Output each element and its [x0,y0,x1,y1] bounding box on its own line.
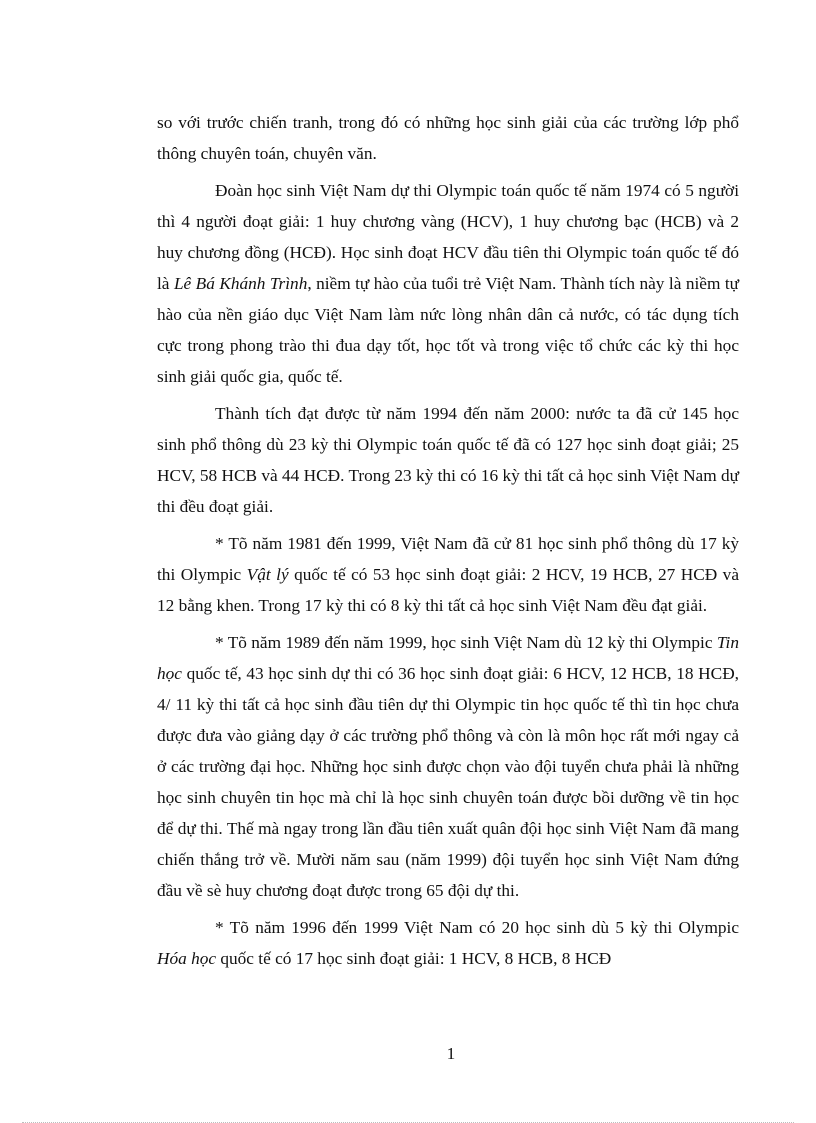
paragraph-text: quốc tế có 17 học sinh đoạt giải: 1 HCV, 8 HCB, 8 HCĐ [216,949,612,968]
emphasized-subject: Tin học [157,633,739,683]
emphasized-subject: Vật lý [246,565,289,584]
paragraph-text: * Tõ năm 1996 đến 1999 Việt Nam có 20 học sinh dù 5 kỳ thi Olympic [215,918,739,937]
paragraph-continuation [157,107,739,169]
paragraph-math-olympiad-1974 [157,175,739,392]
paragraph-text: quốc tế có 53 học sinh đoạt giải: 2 HCV, 19 HCB, 27 HCĐ và 12 bằng khen. Trong 17 kỳ thi có 8 kỳ thi tất cả học sinh Việt Nam đều đạt giải. [157,565,739,615]
paragraph-physics-olympiad [157,528,739,621]
paragraph-text: quốc tế, 43 học sinh dự thi có 36 học sinh đoạt giải: 6 HCV, 12 HCB, 18 HCĐ, 4/ 11 kỳ thi tất cả học sinh đầu tiên dự thi Olympic tin học quốc tế thì tin học chưa được đưa vào giảng dạy ở các trường phổ thông và còn là môn học rất mới ngay cả ở các trường đại học. Những học sinh được chọn vào đội tuyển chưa phải là những học sinh chuyên tin học mà chỉ là học sinh chuyên toán được bồi dưỡng về tin học để dự thi. Thế mà ngay trong lần đầu tiên xuất quân đội học sinh Việt Nam đã mang chiến thắng trở về. Mười năm sau (năm 1999) đội tuyển học sinh Việt Nam đứng đầu về sè huy chương đoạt được trong 65 đội dự thi. [157,664,739,900]
paragraph-achievements-1994-2000 [157,398,739,522]
emphasized-subject: Hóa học [157,949,217,968]
page-number: 1 [446,1044,456,1063]
paragraph-text: so với trước chiến tranh, trong đó có những học sinh giải của các trường lớp phổ thông chuyên toán, chuyên văn. [157,113,739,163]
paragraph-informatics-olympiad [157,627,739,906]
emphasized-name: Lê Bá Khánh Trình [173,274,308,293]
paragraph-text: * Tõ năm 1981 đến 1999, Việt Nam đã cử 81 học sinh phổ thông dù 17 kỳ thi Olympic [157,534,739,584]
paragraph-chemistry-olympiad [157,912,739,974]
page-body [157,107,739,980]
paragraph-text: Thành tích đạt được từ năm 1994 đến năm 2000: nước ta đã cử 145 học sinh phổ thông dù 23 kỳ thi Olympic toán quốc tế đã có 127 học sinh đoạt giải; 25 HCV, 58 HCB và 44 HCĐ. Trong 23 kỳ thi có 16 kỳ thi tất cả học sinh Việt Nam dự thi đều đoạt giải. [157,404,739,516]
paragraph-text: * Tõ năm 1989 đến năm 1999, học sinh Việt Nam dù 12 kỳ thi Olympic [215,633,717,652]
paragraph-text: , niềm tự hào của tuổi trẻ Việt Nam. Thành tích này là niềm tự hào của nền giáo dục Việt Nam làm nức lòng nhân dân cả nước, có tác dụng tích cực trong phong trào thi đua dạy tốt, học tốt và trong việc tổ chức các kỳ thi học sinh giải quốc gia, quốc tế. [157,274,740,386]
paragraph-text: Đoàn học sinh Việt Nam dự thi Olympic toán quốc tế năm 1974 có 5 người thì 4 người đoạt giải: 1 huy chương vàng (HCV), 1 huy chương bạc (HCB) và 2 huy chương đồng (HCĐ). Học sinh đoạt HCV đầu tiên thi Olympic toán quốc tế đó là [157,181,739,293]
